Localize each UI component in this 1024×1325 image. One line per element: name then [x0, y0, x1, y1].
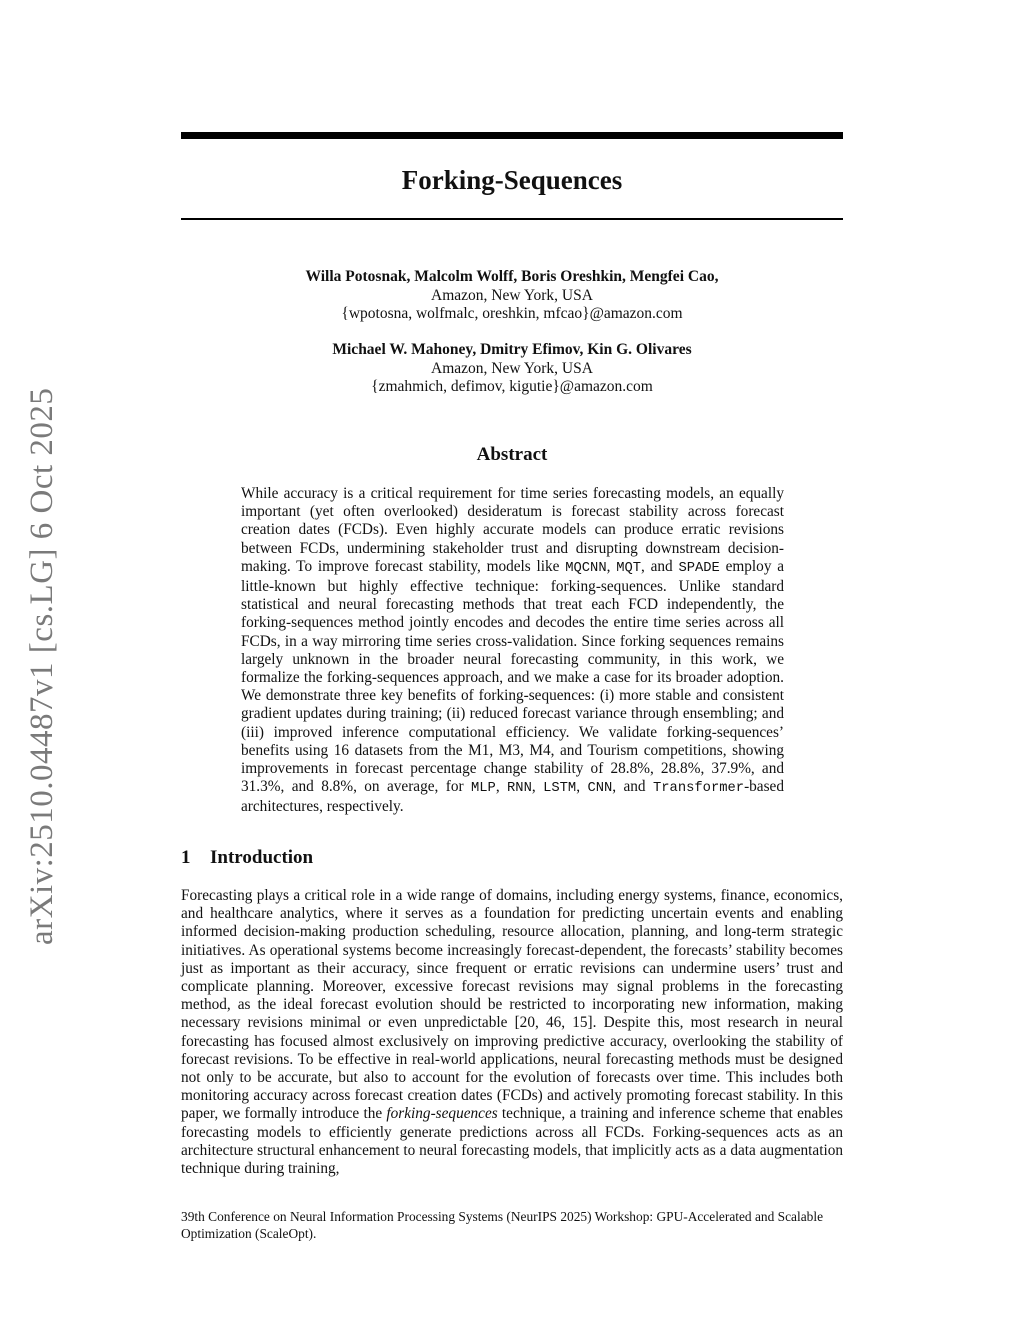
author-affiliation: Amazon, New York, USA — [431, 286, 593, 304]
author-affiliation: Amazon, New York, USA — [431, 359, 593, 377]
emphasis-term: forking-sequences — [386, 1105, 498, 1123]
author-group-1 — [181, 268, 843, 324]
code-term: RNN — [507, 781, 532, 797]
abstract-body: While accuracy is a critical requirement for time series forecasting models, an equally important (yet often overlooked) desideratum is forecast stability across forecast creation dates (FCDs). Even highly accurate models can produce erratic revisions between FCDs, undermining stakeholder trust and disrupting downstream decision-making. To improve forecast stability, models like MQCNN, MQT, and SPADE employ a little-known but highly effective technique: forking-sequences. Unlike standard statistical and neural forecasting methods that treat each FCD independently, the forking-sequences method jointly encodes and decodes the entire time series across all FCDs, in a way mirroring time series cross-validation. Since forking sequences remains largely unknown in the broader neural forecasting community, in this work, we formalize the forking-sequences approach, and we make a case for its broader adoption. We demonstrate three key benefits of forking-sequences: (i) more stable and consistent gradient updates during training; (ii) reduced forecast variance through ensembling; and (iii) improved inference computational efficiency. We validate forking-sequences’ benefits using 16 datasets from the M1, M3, M4, and Tourism competitions, showing improvements in forecast percentage change stability of 28.8%, 28.8%, 37.9%, and 31.3%, and 8.8%, on average, for MLP, RNN, LSTM, CNN, and Transformer-based architectures, respectively. — [241, 485, 785, 816]
code-term: LSTM — [543, 781, 577, 797]
code-term: MQCNN — [565, 560, 607, 576]
code-term: SPADE — [678, 560, 720, 576]
code-term: MQT — [616, 560, 642, 576]
conference-footnote: 39th Conference on Neural Information Processing Systems (NeurIPS 2025) Workshop: GPU-Accelerated and Scalable Optimization (ScaleOpt). — [181, 1209, 824, 1241]
section-title: Introduction — [210, 847, 314, 868]
introduction-paragraph: Forecasting plays a critical role in a wide range of domains, including energy systems, finance, economics, and healthcare analytics, where it serves as a foundation for predicting uncertain events and enabling informed decision-making production scheduling, resource allocation, planning, and long-term strategic initiatives. As operational systems become increasingly forecast-dependent, the forecasts’ stability becomes just as important as their accuracy, since frequent or erratic revisions can undermine users’ trust and complicate planning. Moreover, excessive forecast revisions may signal problems in the forecasting method, as the ideal forecast evolution should be restricted to incorporating new information, making necessary revisions minimal or even unpredictable [20, 46, 15]. Despite this, most research in neural forecasting has focused almost exclusively on improving predictive accuracy, overlooking the stability of forecast revisions. To be effective in real-world applications, neural forecasting methods must be designed not only to be accurate, but also to account for the evolution of forecasts over time. This includes both monitoring accuracy across forecast creation dates (FCDs) and actively promoting forecast stability. In this paper, we formally introduce the forking-sequences technique, a training and inference scheme that enables forecasting models to efficiently generate predictions across all FCDs. Forking-sequences acts as an architecture structural enhancement to neural forecasting models, that implicitly acts as a data augmentation technique during training, — [181, 887, 843, 1178]
section-number: 1 — [181, 847, 191, 868]
author-names: Willa Potosnak, Malcolm Wolff, Boris Oreshkin, Mengfei Cao, — [305, 268, 719, 285]
author-email: {zmahmich, defimov, kigutie}@amazon.com — [371, 378, 653, 395]
author-email: {wpotosna, wolfmalc, oreshkin, mfcao}@amazon.com — [341, 305, 683, 322]
author-group-2 — [181, 341, 843, 397]
title-bottom-rule — [181, 218, 843, 220]
section-heading-introduction — [181, 847, 313, 869]
paper-title: Forking-Sequences — [401, 165, 623, 195]
title-top-rule — [181, 132, 843, 139]
code-term: CNN — [587, 781, 613, 797]
code-term: Transformer — [652, 781, 745, 797]
code-term: MLP — [470, 781, 496, 797]
abstract-heading: Abstract — [476, 444, 548, 465]
author-names: Michael W. Mahoney, Dmitry Efimov, Kin G. Olivares — [332, 341, 692, 358]
arxiv-identifier: arXiv:2510.04487v1 [cs.LG] 6 Oct 2025 — [24, 387, 60, 945]
